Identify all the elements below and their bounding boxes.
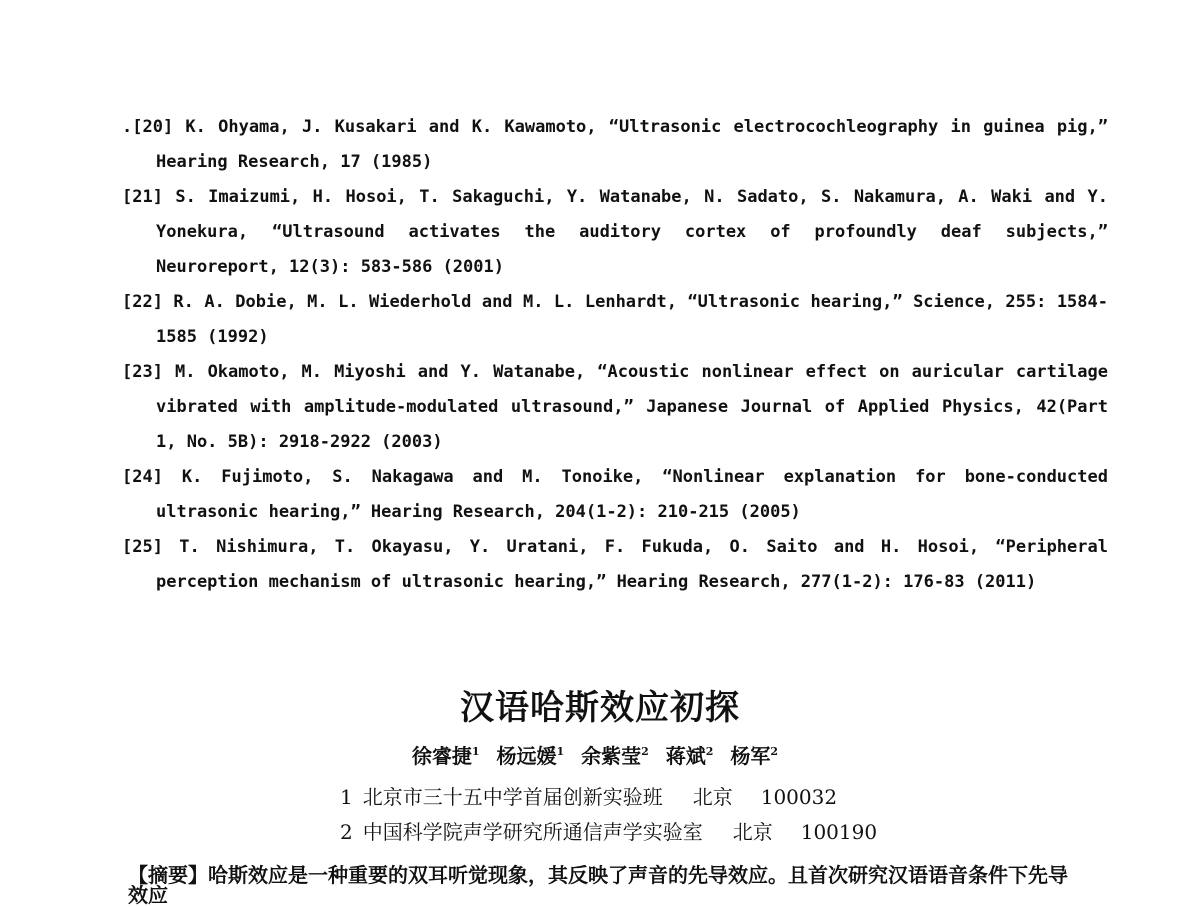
reference-list [118,110,1108,600]
affiliation-number: 2 [340,820,353,844]
reference-text: K. Ohyama, J. Kusakari and K. Kawamoto, “Ultrasonic electrocochleography in guinea pig,” Hearing Research, 17 (1985) [156,117,1108,172]
reference-text: M. Okamoto, M. Miyoshi and Y. Watanabe, “Acoustic nonlinear effect on auricular cartilage vibrated with amplitude-modulated ultrasound,” Japanese Journal of Applied Physics, 42(Part 1, No. 5B): 2918-2922 (2003) [156,362,1108,452]
abstract-cutoff-line [128,862,1078,907]
reference-text: S. Imaizumi, H. Hosoi, T. Sakaguchi, Y. Watanabe, N. Sadato, S. Nakamura, A. Waki and Y. Yonekura, “Ultrasound activates the auditory cortex of profoundly deaf subjects,” Neuroreport, 12(3): 583-586 (2001) [156,187,1108,277]
reference-text: K. Fujimoto, S. Nakagawa and M. Tonoike, “Nonlinear explanation for bone-conducted ultrasonic hearing,” Hearing Research, 204(1-2): 210-215 (2005) [156,467,1108,522]
reference-item [118,285,1108,355]
reference-text: R. A. Dobie, M. L. Wiederhold and M. L. Lenhardt, “Ultrasonic hearing,” Science, 255: 1584-1585 (1992) [156,292,1108,347]
reference-number: [24] [122,467,163,487]
author-name: 徐睿捷 [411,744,472,768]
author-list [0,740,1200,769]
abstract-text: 【摘要】哈斯效应是一种重要的双耳听觉现象，其反映了声音的先导效应。且首次研究汉语语音条件下先导效应 [128,863,1068,907]
reference-number: [25] [122,537,163,557]
reference-number: .[20] [122,117,174,137]
author-name: 杨军 [730,744,771,768]
reference-text: T. Nishimura, T. Okayasu, Y. Uratani, F. Fukuda, O. Saito and H. Hosoi, “Peripheral perception mechanism of ultrasonic hearing,” Hearing Research, 277(1-2): 176-83 (2011) [156,537,1108,592]
reference-item [118,530,1108,600]
reference-item [118,460,1108,530]
reference-item [118,180,1108,285]
affiliation-org: 北京市三十五中学首届创新实验班 [362,785,663,809]
reference-item [118,110,1108,180]
affiliation-zip: 100190 [800,820,878,844]
reference-number: [21] [122,187,163,207]
affiliation-city: 北京 [692,785,733,809]
author-affiliation-mark: 1 [471,745,480,759]
affiliation-line [340,816,877,845]
author-name: 蒋斌 [665,744,706,768]
affiliation-org: 中国科学院声学研究所通信声学实验室 [362,820,703,844]
reference-item [118,355,1108,460]
author-affiliation-mark: 2 [770,745,779,759]
author-name: 杨远媛 [496,744,557,768]
paper-title: 汉语哈斯效应初探 [460,688,740,728]
author-affiliation-mark: 2 [641,745,649,759]
affiliation-city: 北京 [732,820,773,844]
affiliation-zip: 100032 [760,785,838,809]
author-affiliation-mark: 2 [705,745,714,759]
affiliation-line [340,781,837,810]
author-name: 余紫莹 [581,744,642,768]
reference-number: [22] [122,292,163,312]
reference-number: [23] [122,362,163,382]
affiliation-number: 1 [340,785,353,809]
author-affiliation-mark: 1 [556,745,565,759]
